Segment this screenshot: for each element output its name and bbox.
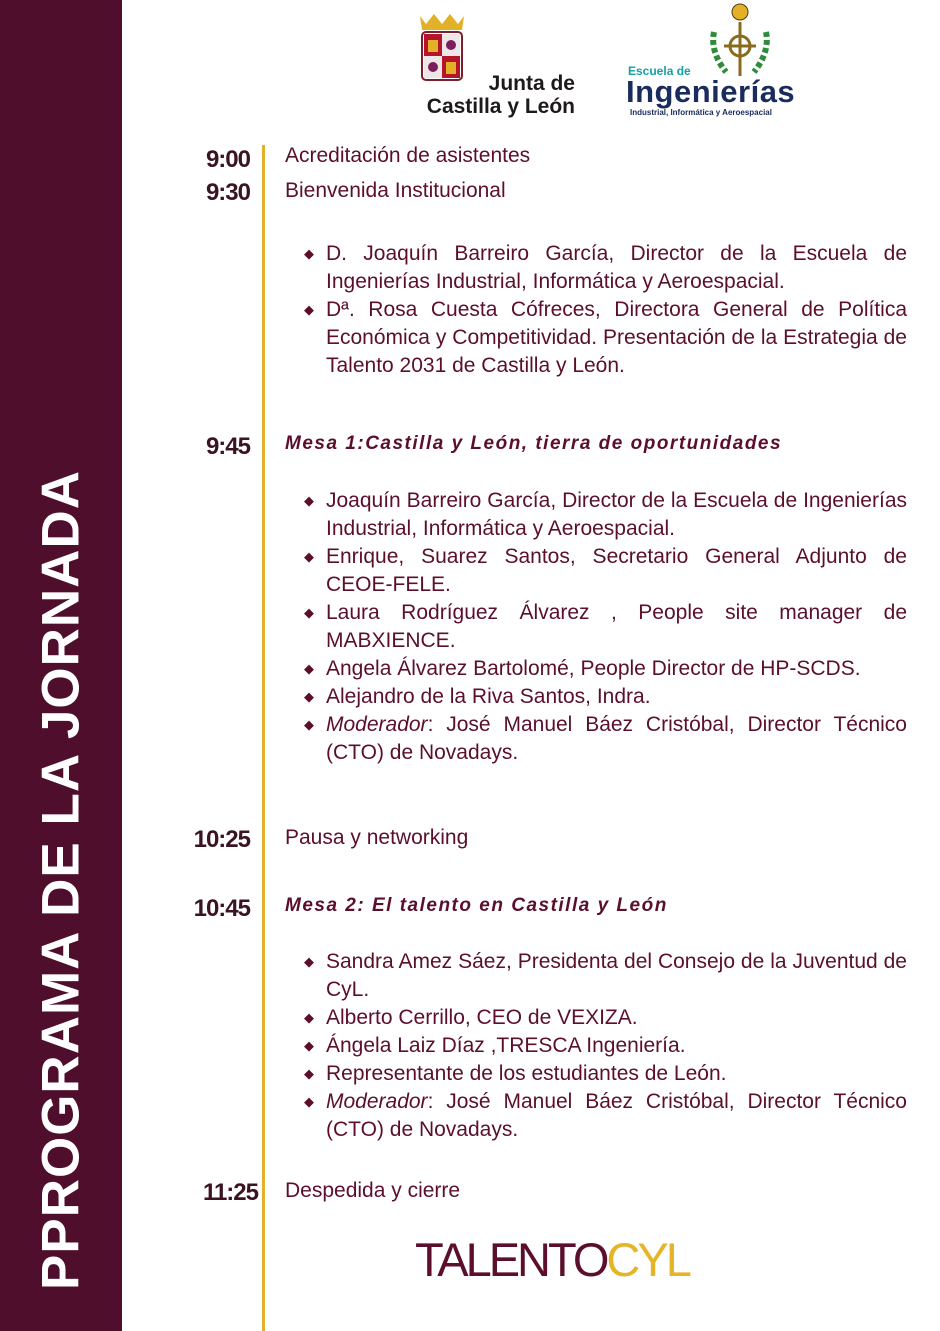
diamond-bullet-icon: ◆ [304, 1066, 314, 1081]
laurel-crest-icon [700, 2, 780, 82]
mesa-1-list [300, 487, 907, 767]
eii-subtitle: Industrial, Informática y Aeroespacial [630, 108, 772, 117]
list-item: ◆ Moderador: José Manuel Báez Cristóbal, Director Técnico (CTO) de Novadays. [304, 713, 907, 764]
mesa-2-list [300, 948, 907, 1144]
diamond-bullet-icon: ◆ [304, 549, 314, 564]
eii-escuela-label: Escuela de [628, 64, 691, 78]
list-item: ◆ D. Joaquín Barreiro García, Director de la Escuela de Ingenierías Industrial, Informática y Aeroespacial. [304, 242, 907, 293]
list-item: ◆ Moderador: José Manuel Báez Cristóbal, Director Técnico (CTO) de Novadays. [304, 1090, 907, 1141]
list-item: ◆ Laura Rodríguez Álvarez , People site manager de MABXIENCE. [304, 601, 907, 652]
list-item: ◆ Ángela Laiz Díaz ,TRESCA Ingeniería. [300, 1032, 907, 1060]
time-10-25: 10:25 [193, 826, 250, 853]
entry-bienvenida: Bienvenida Institucional [285, 179, 506, 202]
diamond-bullet-icon: ◆ [304, 717, 314, 732]
entry-acreditacion: Acreditación de asistentes [285, 144, 531, 167]
welcome-list [300, 240, 907, 380]
entry-despedida: Despedida y cierre [285, 1179, 461, 1202]
diamond-bullet-icon: ◆ [304, 1094, 314, 1109]
mesa-1-title: Mesa 1:Castilla y León, tierra de oportunidades [285, 433, 783, 454]
cyl-wordmark: CYL [606, 1233, 689, 1286]
entry-pausa: Pausa y networking [285, 826, 469, 849]
sidebar-title: PPROGRAMA DE LA JORNADA [31, 470, 91, 1290]
list-item: ◆ Joaquín Barreiro García, Director de la Escuela de Ingenierías Industrial, Informática y Aeroespacial. [304, 489, 907, 540]
list-item: ◆ Representante de los estudiantes de León. [300, 1060, 907, 1088]
list-item: ◆ Alejandro de la Riva Santos, Indra. [300, 683, 907, 711]
time-11-25: 11:25 [202, 1179, 258, 1206]
diamond-bullet-icon: ◆ [304, 954, 314, 969]
eii-logo [622, 2, 797, 122]
diamond-bullet-icon: ◆ [304, 302, 314, 317]
diamond-bullet-icon: ◆ [304, 661, 314, 676]
time-9-30: 9:30 [205, 179, 250, 206]
timeline-line [262, 145, 265, 1331]
diamond-bullet-icon: ◆ [304, 493, 314, 508]
jcyl-line-1: Junta de [488, 72, 575, 95]
diamond-bullet-icon: ◆ [304, 605, 314, 620]
mesa-2-title: Mesa 2: El talento en Castilla y León [285, 895, 668, 916]
list-item: ◆ Alberto Cerrillo, CEO de VEXIZA. [300, 1004, 907, 1032]
diamond-bullet-icon: ◆ [304, 689, 314, 704]
diamond-bullet-icon: ◆ [304, 1010, 314, 1025]
jcyl-logo [400, 10, 580, 120]
talentocyl-logo [415, 1232, 689, 1287]
time-9-00: 9:00 [205, 146, 250, 173]
diamond-bullet-icon: ◆ [304, 1038, 314, 1053]
jcyl-wordmark [400, 72, 575, 118]
list-item: ◆ Dª. Rosa Cuesta Cófreces, Directora General de Política Económica y Competitividad. Presentación de la Estrategia de Talento 2031 de Castilla y León. [304, 298, 907, 377]
talento-wordmark: TALENTO [415, 1233, 607, 1286]
jcyl-line-2: Castilla y León [426, 95, 575, 118]
diamond-bullet-icon: ◆ [304, 246, 314, 261]
time-9-45: 9:45 [205, 433, 250, 460]
time-10-45: 10:45 [193, 895, 250, 922]
list-item: ◆ Sandra Amez Sáez, Presidenta del Consejo de la Juventud de CyL. [304, 950, 907, 1001]
list-item: ◆ Enrique, Suarez Santos, Secretario General Adjunto de CEOE-FELE. [304, 545, 907, 596]
list-item: ◆ Angela Álvarez Bartolomé, People Director de HP-SCDS. [300, 655, 907, 683]
sidebar [0, 0, 122, 1331]
eii-name: Ingenierías [626, 74, 796, 109]
